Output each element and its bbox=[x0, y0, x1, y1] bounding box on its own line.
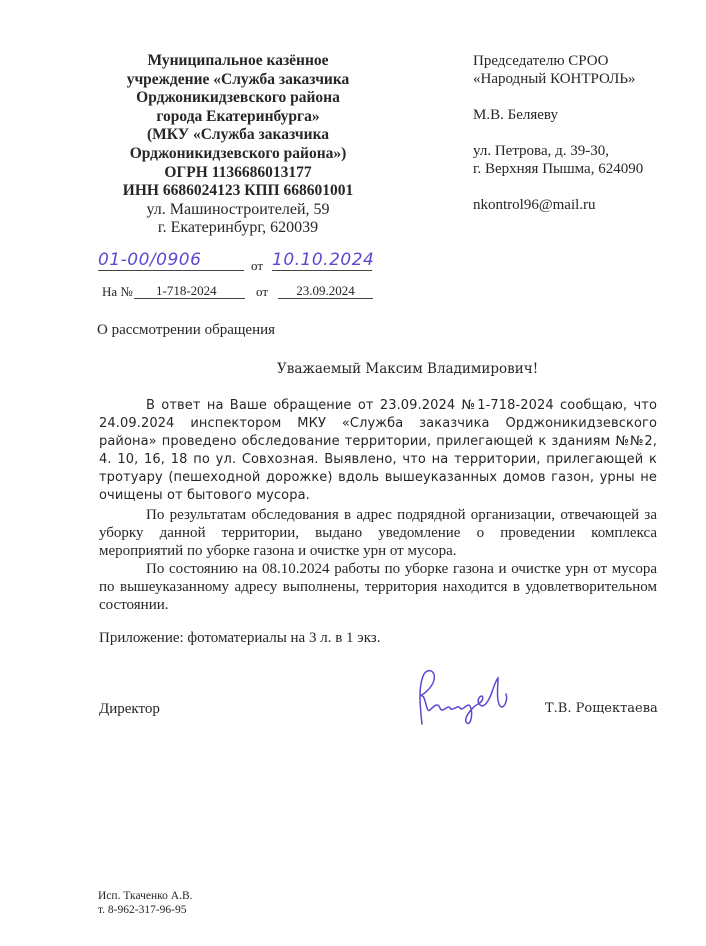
sender-line: учреждение «Служба заказчика bbox=[126, 70, 350, 88]
sender-block bbox=[98, 52, 378, 238]
recipient-organization: «Народный КОНТРОЛЬ» bbox=[473, 71, 636, 87]
recipient-block bbox=[473, 52, 643, 214]
reply-to-number-field bbox=[134, 279, 245, 299]
letter-body bbox=[99, 397, 657, 614]
sender-street: ул. Машиностроителей, 59 bbox=[146, 200, 330, 218]
signatory-position: Директор bbox=[99, 701, 160, 717]
sender-line: Орджоникидзевского района bbox=[136, 89, 340, 107]
reply-to-label: На № bbox=[102, 284, 133, 299]
sender-inn-kpp: ИНН 6686024123 КПП 668601001 bbox=[122, 182, 354, 200]
letter-subject: О рассмотрении обращения bbox=[97, 322, 276, 338]
sender-line: Муниципальное казённое bbox=[147, 52, 329, 69]
letter-greeting: Уважаемый Максим Владимирович! bbox=[277, 361, 539, 377]
body-paragraph: По состоянию на 08.10.2024 работы по уборке газона и очистке урн от мусора по вышеуказанному адресу выполнены, территория находится в удовлетворительном состоянии. bbox=[99, 560, 657, 614]
body-paragraph: В ответ на Ваше обращение от 23.09.2024 №1-718-2024 сообщаю, что 24.09.2024 инспектором МКУ «Служба заказчика Орджоникидзевского района» проведено обследование территории, прилегающей к зданиям №№2, 4. 10, 16, 18 по ул. Совхозная. Выявлено, что на территории, прилегающей к тротуару (пешеходной дорожке) вдоль вышеуказанных домов газон, урны не очищены от бытового мусора. bbox=[99, 398, 657, 504]
body-paragraph: По результатам обследования в адрес подрядной организации, отвечающей за уборку данной территории, выдано уведомление о проведении комплекса мероприятий по уборке газона и очистке урн от мусора. bbox=[99, 506, 657, 559]
recipient-street: ул. Петрова, д. 39-30, bbox=[473, 143, 609, 159]
outgoing-from-label: от bbox=[251, 258, 264, 273]
executor-name: Исп. Ткаченко А.В. bbox=[98, 890, 193, 902]
reply-to-date: 23.09.2024 bbox=[278, 279, 373, 299]
recipient-city: г. Верхняя Пышма, 624090 bbox=[473, 161, 644, 177]
executor-phone: т. 8-962-317-96-95 bbox=[98, 904, 187, 916]
reply-from-label: от bbox=[256, 284, 269, 299]
recipient-email: nkontrol96@mail.ru bbox=[473, 197, 596, 213]
outgoing-date-handwritten: 10.10.2024 bbox=[272, 250, 375, 270]
executor-block bbox=[98, 889, 193, 917]
signature-scribble-icon bbox=[412, 666, 522, 732]
reply-to-date-field bbox=[278, 279, 373, 299]
sender-city: г. Екатеринбург, 620039 bbox=[157, 219, 319, 237]
outgoing-number-field bbox=[98, 250, 244, 271]
reply-to-number: 1-718-2024 bbox=[134, 279, 245, 299]
outgoing-date-field bbox=[272, 250, 375, 271]
sender-line: города Екатеринбурга» bbox=[156, 107, 320, 125]
sender-line: (МКУ «Служба заказчика bbox=[146, 126, 330, 144]
recipient-position: Председателю СРОО bbox=[473, 53, 609, 69]
signatory-name: Т.В. Рощектаева bbox=[545, 701, 658, 716]
attachment-note: Приложение: фотоматериалы на 3 л. в 1 экз. bbox=[99, 630, 381, 646]
recipient-name: М.В. Беляеву bbox=[473, 107, 558, 123]
sender-ogrn: ОГРН 1136686013177 bbox=[164, 163, 312, 181]
sender-line: Орджоникидзевского района») bbox=[129, 144, 347, 162]
outgoing-number-handwritten: 01-00/0906 bbox=[98, 250, 244, 271]
